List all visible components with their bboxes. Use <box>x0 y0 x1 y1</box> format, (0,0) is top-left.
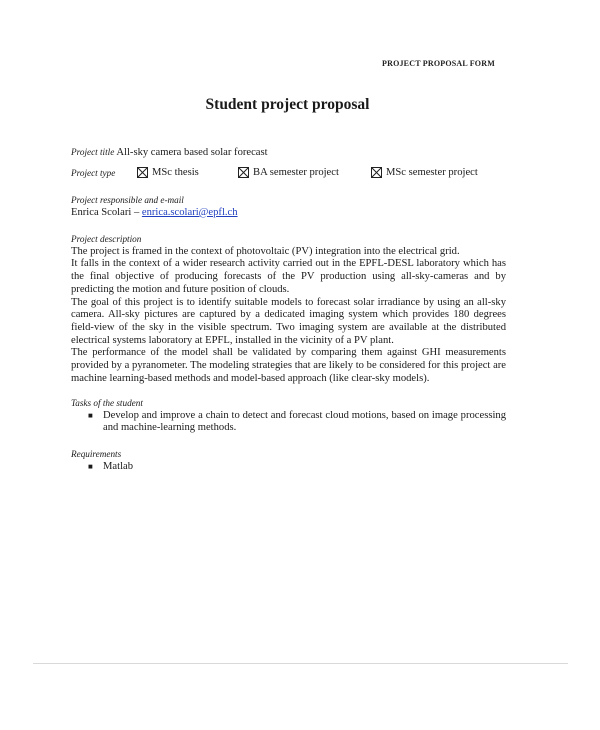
project-type-label: Project type <box>71 168 116 178</box>
option-label: MSc semester project <box>386 167 478 178</box>
bullet-icon: ■ <box>88 461 93 471</box>
description-paragraph: The goal of this project is to identify suitable models to forecast solar irradiance by using an all-sky camera. All-sky pictures are captured by a dedicated imaging system which provides 180 degrees field-view of the sky in the visible spectrum. Two imaging system are available at the distributed electrical systems laboratory at EPFL, installed in the vicinity of a PV plant. <box>71 296 506 346</box>
requirements-label: Requirements <box>71 449 122 459</box>
requirements-section <box>71 448 511 473</box>
footer-divider <box>33 663 568 664</box>
project-title-value: All-sky camera based solar forecast <box>116 147 268 158</box>
responsible-label: Project responsible and e-mail <box>71 195 184 205</box>
responsible-name: Enrica Scolari <box>71 206 132 218</box>
description-paragraph: It falls in the context of a wider research activity carried out in the EPFL-DESL laboratory which has the final objective of producing forecasts of the PV production using all-sky-cameras and by predicting the motion and future position of clouds. <box>71 258 506 295</box>
option-label: BA semester project <box>253 167 339 178</box>
tasks-label: Tasks of the student <box>71 398 143 408</box>
checked-box-icon[interactable] <box>238 167 249 178</box>
header-text: PROJECT PROPOSAL FORM <box>382 59 495 68</box>
project-title-label: Project title <box>71 147 115 157</box>
responsible-section <box>71 194 511 219</box>
description-section <box>71 233 506 385</box>
tasks-section <box>71 397 506 435</box>
description-paragraph: The project is framed in the context of photovoltaic (PV) integration into the electrical grid. <box>71 245 460 257</box>
project-title-line <box>71 146 511 160</box>
checked-box-icon[interactable] <box>137 167 148 178</box>
checked-box-icon[interactable] <box>371 167 382 178</box>
responsible-separator: – <box>131 206 142 218</box>
option-msc-thesis[interactable] <box>137 167 199 178</box>
requirement-text: Matlab <box>103 460 134 472</box>
responsible-email-link[interactable]: enrica.scolari@epfl.ch <box>141 206 238 218</box>
task-text: Develop and improve a chain to detect and forecast cloud motions, based on image processing and machine-learning methods. <box>103 409 506 434</box>
option-label: MSc thesis <box>152 167 199 178</box>
description-label: Project description <box>71 234 142 244</box>
project-type-row <box>71 167 551 181</box>
page-title: Student project proposal <box>205 96 370 113</box>
description-paragraph: The performance of the model shall be validated by comparing them against GHI measurements provided by a pyranometer. The modeling strategies that are likely to be considered for this project are machine learning-based methods and model-based approach (like clear-sky models). <box>71 347 506 384</box>
option-msc-semester-project[interactable] <box>371 167 478 178</box>
list-item <box>71 410 506 435</box>
option-ba-semester-project[interactable] <box>238 167 339 178</box>
list-item <box>71 461 511 474</box>
bullet-icon: ■ <box>88 410 93 420</box>
